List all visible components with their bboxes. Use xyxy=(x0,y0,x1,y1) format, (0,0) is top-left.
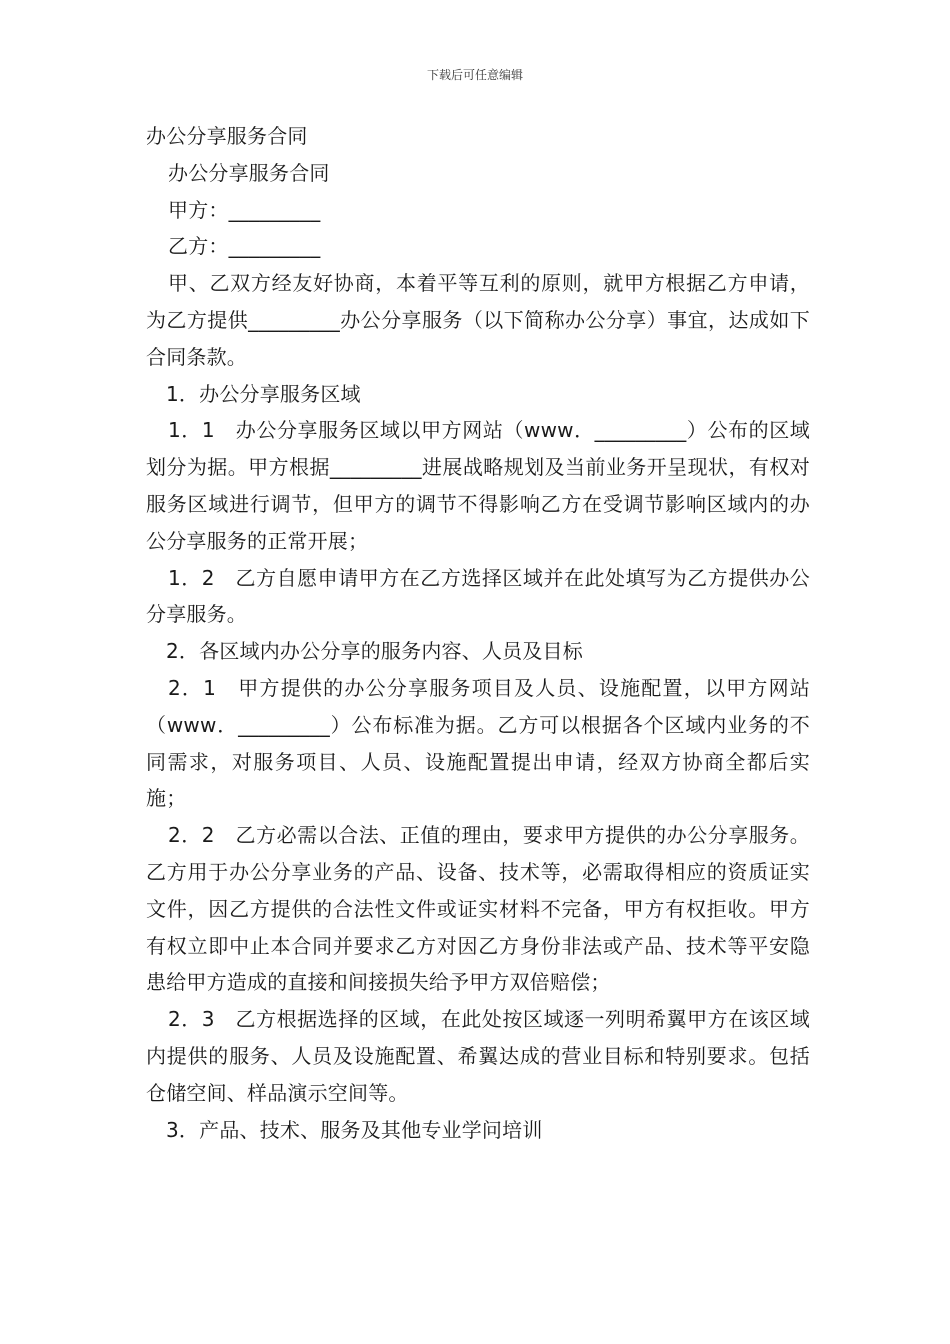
preamble-paragraph: 甲、乙双方经友好协商，本着平等互利的原则，就甲方根据乙方申请，为乙方提供_________办公分享服务（以下简称办公分享）事宜，达成如下合同条款。 xyxy=(146,271,810,369)
section-3-heading: 3．产品、技术、服务及其他专业学问培训 xyxy=(166,1117,543,1142)
party-b-line: 乙方：_________ xyxy=(168,234,321,259)
clause-2-3: 2．3 乙方根据选择的区域，在此处按区域逐一列明希翼甲方在该区域内提供的服务、人员及设施配置、希翼达成的营业目标和特别要求。包括仓储空间、样品演示空间等。 xyxy=(146,1007,810,1105)
section-1-heading: 1．办公分享服务区域 xyxy=(166,381,361,406)
clause-2-2: 2．2 乙方必需以合法、正值的理由，要求甲方提供的办公分享服务。乙方用于办公分享业务的产品、设备、技术等，必需取得相应的资质证实文件，因乙方提供的合法性文件或证实材料不完备，甲方有权拒收。甲方有权立即中止本合同并要求乙方对因乙方身份非法或产品、技术等平安隐患给甲方造成的直接和间接损失给予甲方双倍赔偿； xyxy=(146,823,810,995)
clause-1-2: 1．2 乙方自愿申请甲方在乙方选择区域并在此处填写为乙方提供办公分享服务。 xyxy=(146,565,810,627)
contract-title: 办公分享服务合同 xyxy=(168,160,330,185)
doc-title: 办公分享服务合同 xyxy=(146,124,308,148)
page-header: 下载后可任意编辑 xyxy=(426,68,523,82)
clause-1-1: 1．1 办公分享服务区域以甲方网站（www．_________）公布的区域划分为据。甲方根据_________进展战略规划及当前业务开呈现状，有权对服务区域进行调节，但甲方的调节不得影响乙方在受调节影响区域内的办公分享服务的正常开展； xyxy=(146,418,810,553)
document-body xyxy=(146,118,810,1148)
clause-2-1: 2．1 甲方提供的办公分享服务项目及人员、设施配置，以甲方网站（www．_________）公布标准为据。乙方可以根据各个区域内业务的不同需求，对服务项目、人员、设施配置提出申请，经双方协商全都后实施； xyxy=(146,675,810,811)
section-2-heading: 2．各区域内办公分享的服务内容、人员及目标 xyxy=(166,639,583,664)
party-a-line: 甲方：_________ xyxy=(168,197,321,222)
